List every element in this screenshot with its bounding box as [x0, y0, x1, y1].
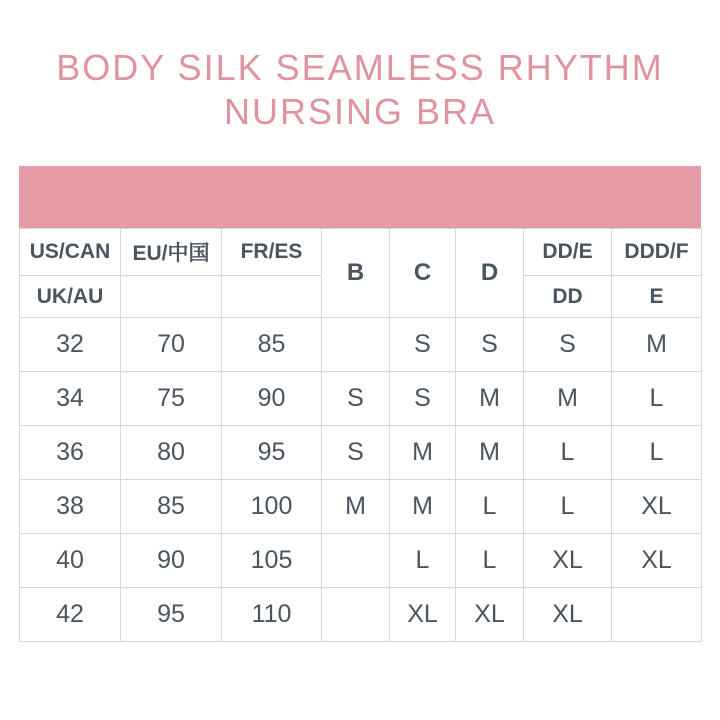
cell-band-size: 36: [20, 426, 121, 480]
cell-cup-d: L: [456, 534, 524, 588]
cell-cup-d: L: [456, 480, 524, 534]
cell-band-size: 40: [20, 534, 121, 588]
cell-fr-es: 100: [222, 480, 322, 534]
cell-eu-cn: 75: [121, 372, 222, 426]
table-row: [20, 588, 702, 642]
header-cup-dddf: DDD/F: [612, 229, 702, 276]
cell-cup-c: S: [390, 318, 456, 372]
cell-cup-d: S: [456, 318, 524, 372]
header-cup-dde: DD/E: [524, 229, 612, 276]
table-row: [20, 372, 702, 426]
cell-cup-dddf: XL: [612, 480, 702, 534]
cell-cup-d: M: [456, 426, 524, 480]
title-line-2: NURSING BRA: [223, 91, 497, 132]
header-row-1: [20, 229, 702, 276]
header-cup-d: D: [456, 229, 524, 318]
table-row: [20, 426, 702, 480]
cell-fr-es: 85: [222, 318, 322, 372]
cell-cup-b: [322, 534, 390, 588]
cell-cup-b: [322, 318, 390, 372]
header-cup-c: C: [390, 229, 456, 318]
cell-cup-dddf: [612, 588, 702, 642]
cell-cup-b: S: [322, 426, 390, 480]
header-uk-au: UK/AU: [20, 276, 121, 318]
cell-eu-cn: 90: [121, 534, 222, 588]
header-band: [19, 166, 701, 228]
title-line-1: BODY SILK SEAMLESS RHYTHM: [56, 47, 664, 88]
cell-cup-dddf: M: [612, 318, 702, 372]
table-row: [20, 480, 702, 534]
cell-eu-cn: 80: [121, 426, 222, 480]
cell-cup-c: M: [390, 480, 456, 534]
cell-cup-dddf: L: [612, 372, 702, 426]
cell-eu-cn: 95: [121, 588, 222, 642]
header-cup-dd: DD: [524, 276, 612, 318]
header-fr-es: FR/ES: [222, 229, 322, 276]
table-row: [20, 318, 702, 372]
cell-cup-c: L: [390, 534, 456, 588]
cell-cup-c: M: [390, 426, 456, 480]
header-eu-cn: EU/中国: [121, 229, 222, 276]
cell-fr-es: 95: [222, 426, 322, 480]
cell-cup-c: XL: [390, 588, 456, 642]
page-title: [0, 46, 720, 134]
cell-band-size: 42: [20, 588, 121, 642]
cell-cup-dde: XL: [524, 534, 612, 588]
header-empty-cell: [222, 276, 322, 318]
header-cup-e: E: [612, 276, 702, 318]
cell-cup-b: M: [322, 480, 390, 534]
cell-band-size: 34: [20, 372, 121, 426]
cell-cup-b: [322, 588, 390, 642]
cell-band-size: 32: [20, 318, 121, 372]
cell-fr-es: 110: [222, 588, 322, 642]
cell-cup-dde: L: [524, 426, 612, 480]
cell-cup-dde: M: [524, 372, 612, 426]
header-empty-cell: [121, 276, 222, 318]
cell-cup-c: S: [390, 372, 456, 426]
cell-eu-cn: 85: [121, 480, 222, 534]
cell-cup-b: S: [322, 372, 390, 426]
table-row: [20, 534, 702, 588]
cell-eu-cn: 70: [121, 318, 222, 372]
cell-cup-d: M: [456, 372, 524, 426]
header-cup-b: B: [322, 229, 390, 318]
header-us-can: US/CAN: [20, 229, 121, 276]
cell-cup-d: XL: [456, 588, 524, 642]
cell-fr-es: 105: [222, 534, 322, 588]
cell-fr-es: 90: [222, 372, 322, 426]
cell-cup-dddf: L: [612, 426, 702, 480]
cell-cup-dddf: XL: [612, 534, 702, 588]
cell-cup-dde: S: [524, 318, 612, 372]
cell-cup-dde: L: [524, 480, 612, 534]
size-chart-table: [19, 228, 702, 642]
cell-cup-dde: XL: [524, 588, 612, 642]
cell-band-size: 38: [20, 480, 121, 534]
